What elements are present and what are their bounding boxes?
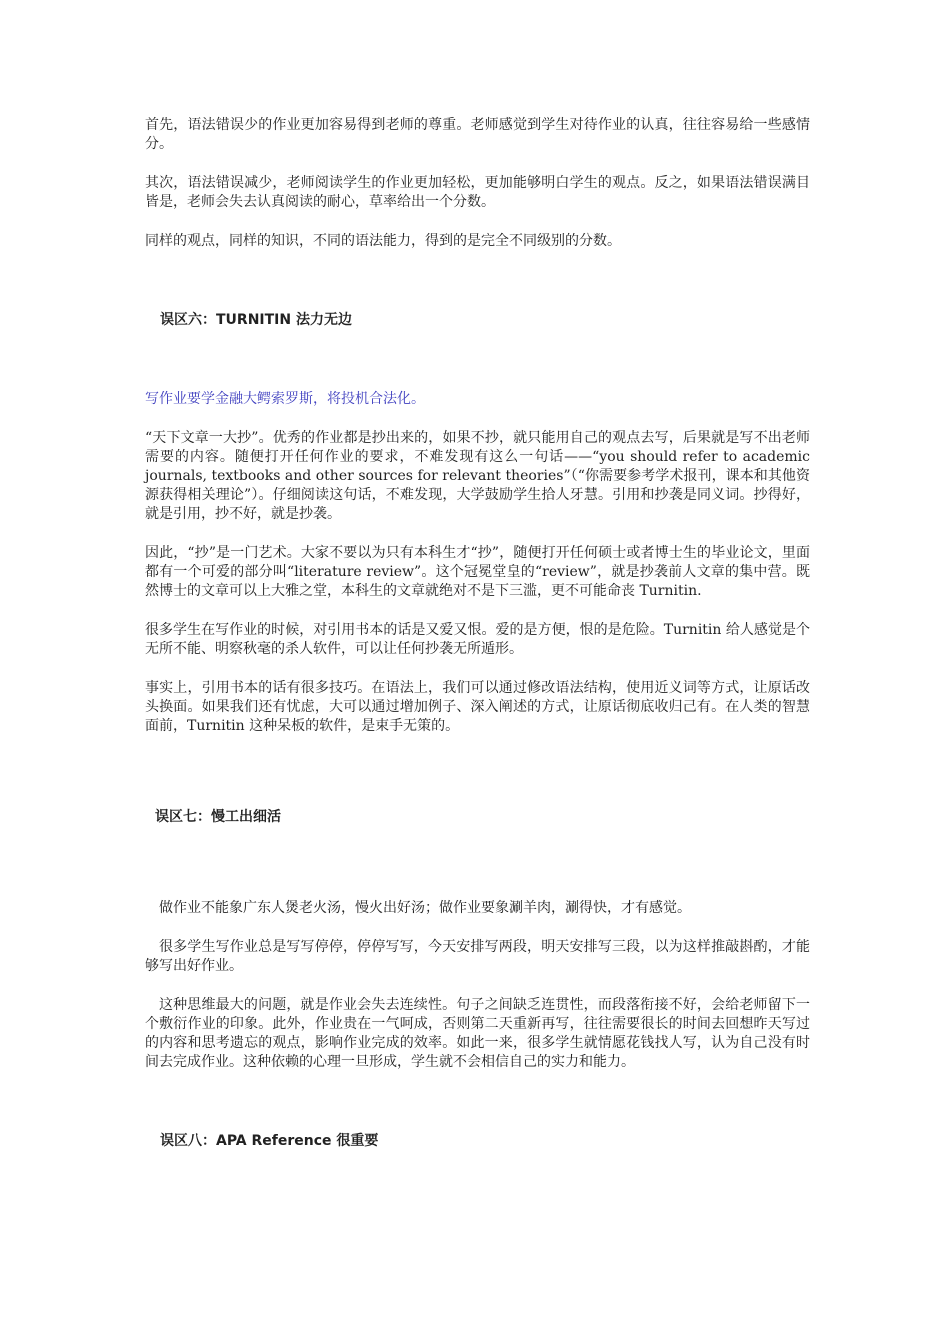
section-lead: 写作业要学金融大鳄索罗斯，将投机合法化。 <box>145 391 425 407</box>
paragraph: “天下文章一大抄”。优秀的作业都是抄出来的，如果不抄，就只能用自己的观点去写，后果就是写不出老师需要的内容。随便打开任何作业的要求，不难发现有这么一句话——“you should refer to academic journals, textbooks and other sources for relevant theories”（“你需要参考学术报刊，课本和其他资源获得相关理论”）。仔细阅读这句话，不难发现，大学鼓励学生拾人牙慧。引用和抄袭是同义词。抄得好，就是引用，抄不好，就是抄袭。 <box>145 430 810 522</box>
paragraph: 做作业不能象广东人煲老火汤，慢火出好汤；做作业要象涮羊肉，涮得快，才有感觉。 <box>159 900 691 916</box>
section-heading-7: 误区七：慢工出细活 <box>155 809 281 825</box>
paragraph: 其次，语法错误减少，老师阅读学生的作业更加轻松，更加能够明白学生的观点。反之，如果语法错误满目皆是，老师会失去认真阅读的耐心，草率给出一个分数。 <box>145 175 810 210</box>
paragraph: 事实上，引用书本的话有很多技巧。在语法上，我们可以通过修改语法结构，使用近义词等方式，让原话改头换面。如果我们还有忧虑，大可以通过增加例子、深入阐述的方式，让原话彻底收归己有。在人类的智慧面前，Turnitin 这种呆板的软件，是束手无策的。 <box>145 680 810 734</box>
paragraph: 很多学生在写作业的时候，对引用书本的话是又爱又恨。爱的是方便，恨的是危险。Turnitin 给人感觉是个无所不能、明察秋毫的杀人软件，可以让任何抄袭无所遁形。 <box>145 622 810 657</box>
section-heading-6: 误区六：TURNITIN 法力无边 <box>160 312 352 328</box>
document-page <box>145 116 810 1151</box>
paragraph: 这种思维最大的问题，就是作业会失去连续性。句子之间缺乏连贯性，而段落衔接不好，会给老师留下一个敷衍作业的印象。此外，作业贵在一气呵成，否则第二天重新再写，往往需要很长的时间去回想昨天写过的内容和思考遗忘的观点，影响作业完成的效率。如此一来，很多学生就情愿花钱找人写，认为自己没有时间去完成作业。这种依赖的心理一旦形成，学生就不会相信自己的实力和能力。 <box>145 997 810 1070</box>
paragraph: 因此，“抄”是一门艺术。大家不要以为只有本科生才“抄”，随便打开任何硕士或者博士生的毕业论文，里面都有一个可爱的部分叫“literature review”。这个冠冕堂皇的“review”，就是抄袭前人文章的集中营。既然博士的文章可以上大雅之堂，本科生的文章就绝对不是下三滥，更不可能命丧 Turnitin. <box>145 545 810 599</box>
paragraph: 同样的观点，同样的知识，不同的语法能力，得到的是完全不同级别的分数。 <box>145 233 621 249</box>
section-heading-8: 误区八：APA Reference 很重要 <box>160 1133 379 1149</box>
paragraph: 首先，语法错误少的作业更加容易得到老师的尊重。老师感觉到学生对待作业的认真，往往容易给一些感情分。 <box>145 117 810 152</box>
paragraph: 很多学生写作业总是写写停停，停停写写，今天安排写两段，明天安排写三段，以为这样推敲斟酌，才能够写出好作业。 <box>145 939 810 974</box>
